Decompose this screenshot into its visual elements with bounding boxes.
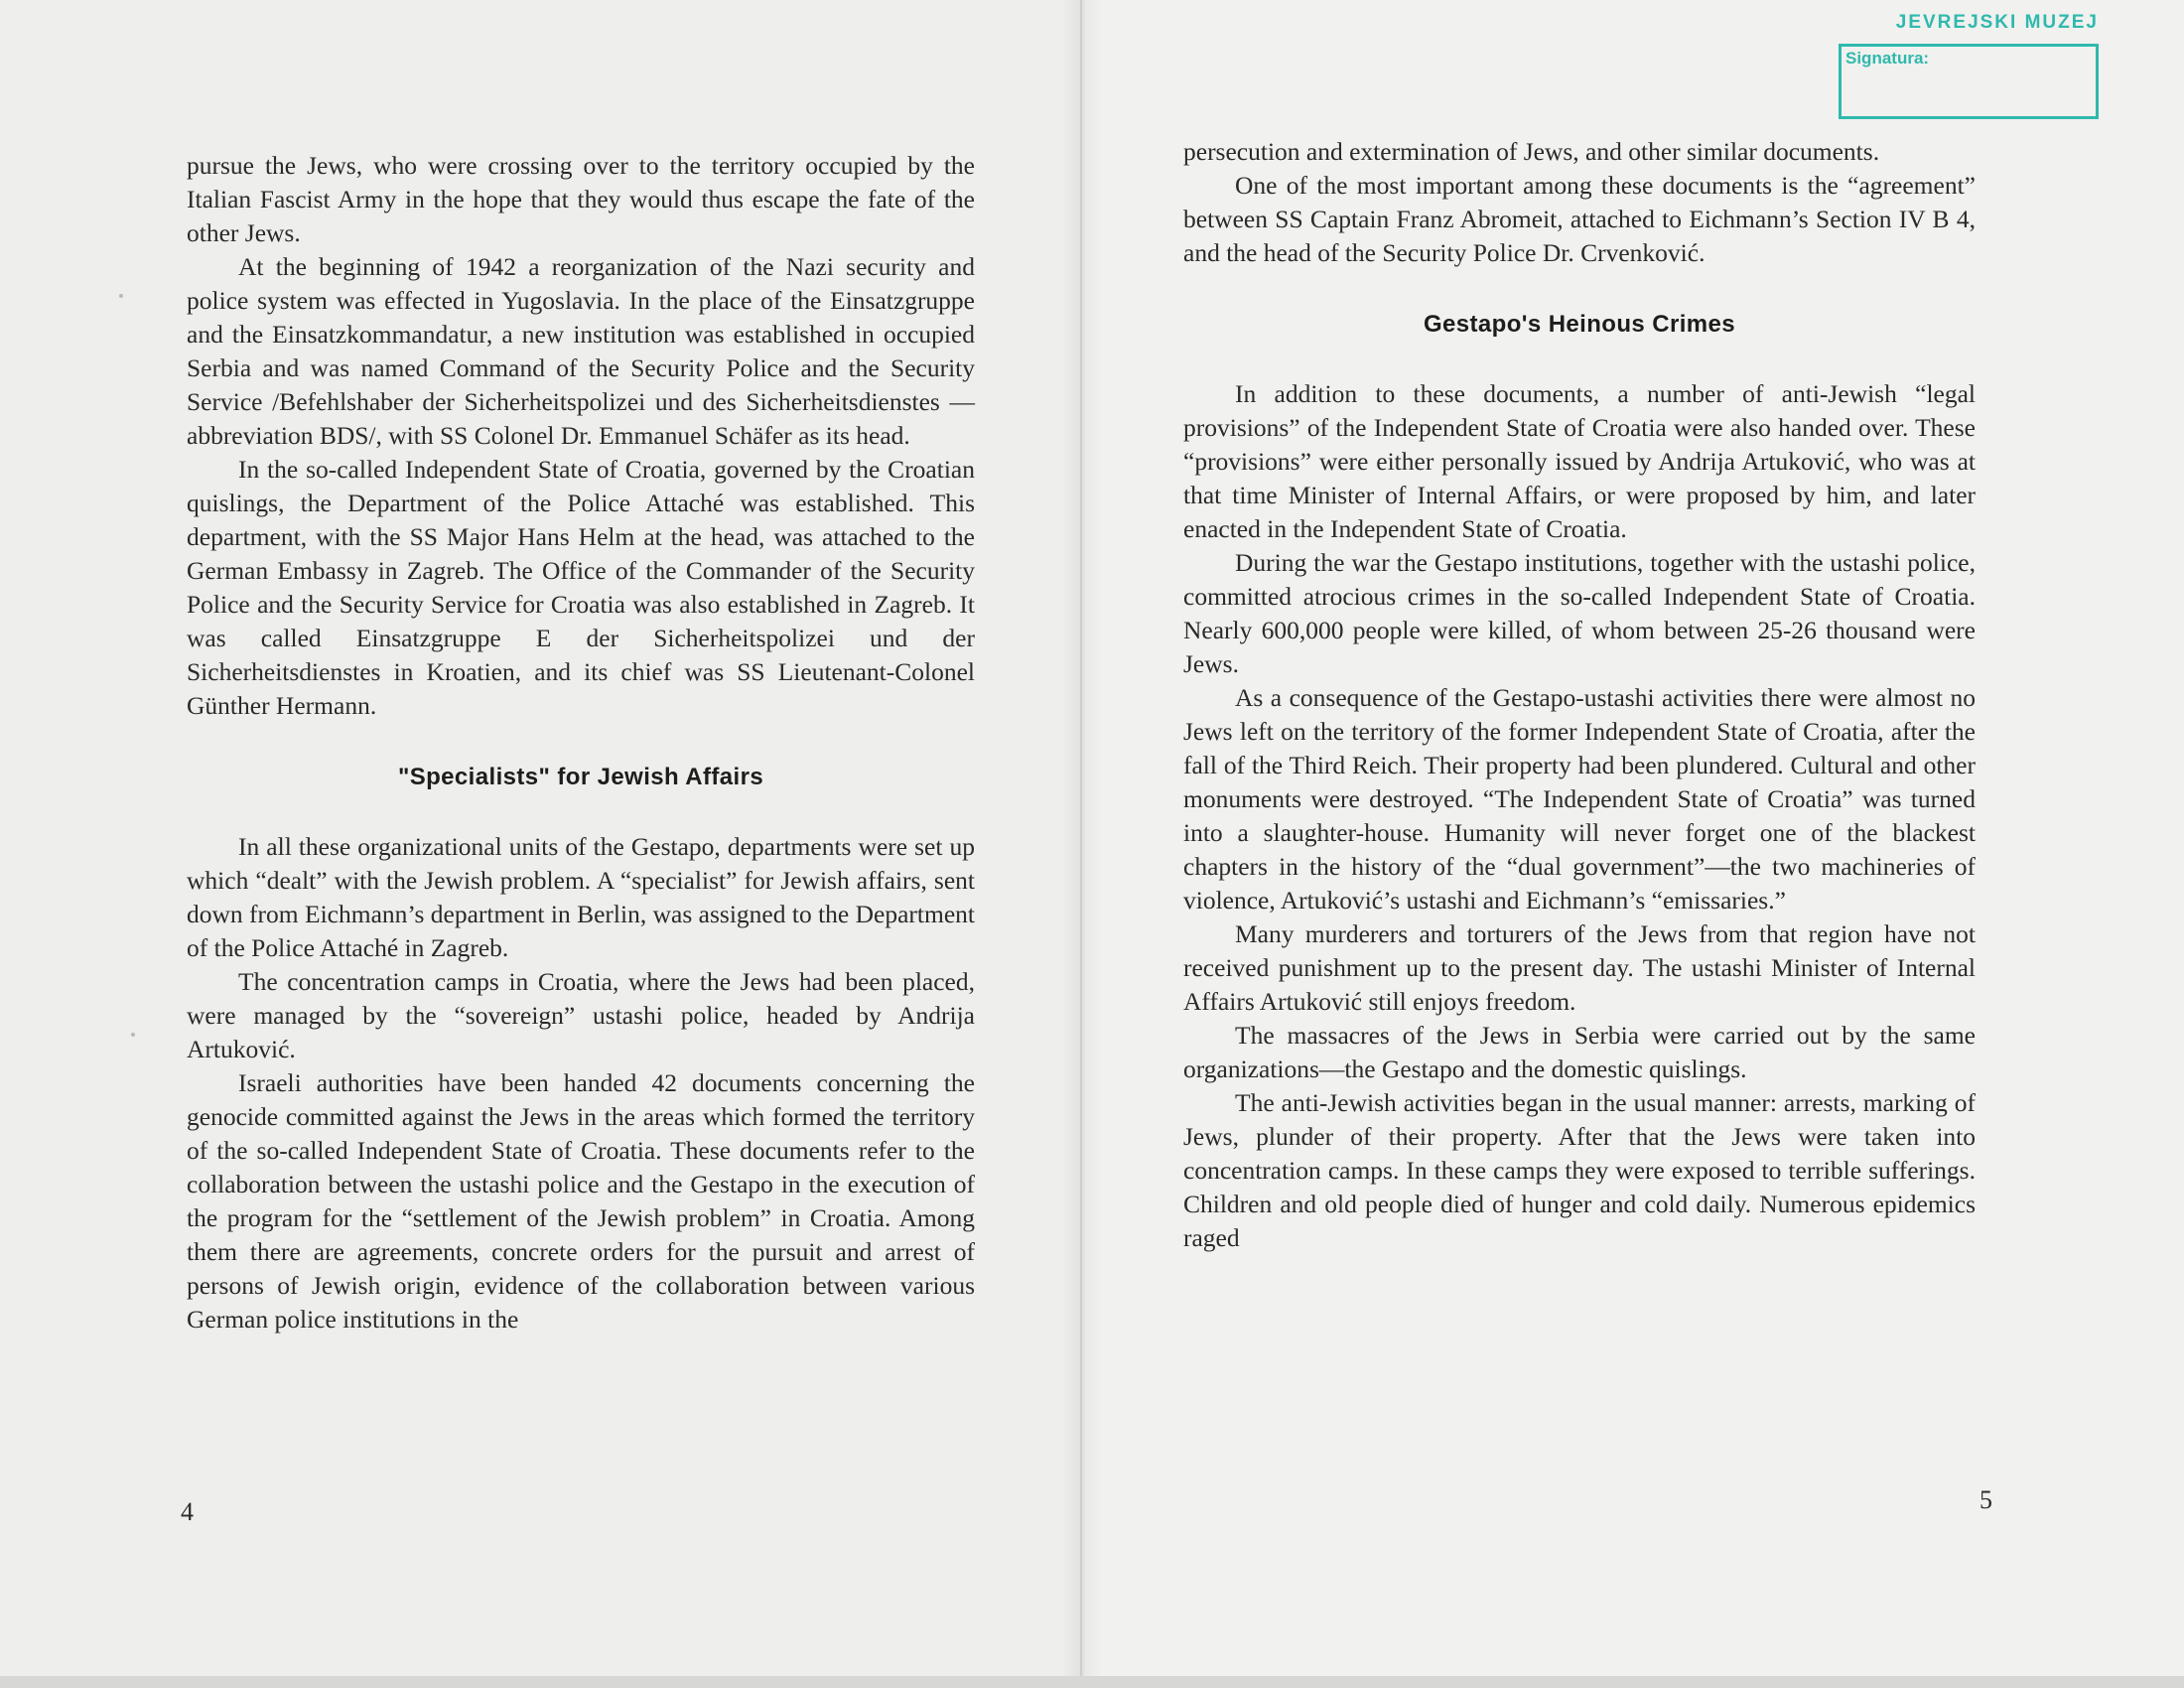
left-paragraph-2: At the beginning of 1942 a reorganization of the Nazi security and police system was effected in Yugoslavia. In the place of the Einsatzgruppe and the Einsatzkommandatur, a new institution was established in occupied Serbia and was named Command of the Security Police and the Security Service /Befehlshaber der Sicherheitspolizei und des Sicherheitsdienstes — abbreviation BDS/, with SS Colonel Dr. Emmanuel Schäfer as its head.	[187, 252, 975, 450]
museum-stamp	[1839, 8, 2105, 123]
left-text-column	[187, 149, 975, 1336]
section-heading-specialists: "Specialists" for Jewish Affairs	[397, 764, 764, 790]
right-paragraph-1: persecution and extermination of Jews, and other similar documents.	[1183, 137, 1880, 166]
section-heading-gestapo-crimes: Gestapo's Heinous Crimes	[1423, 311, 1736, 338]
right-page-number: 5	[1979, 1485, 1992, 1514]
right-paragraph-4: During the war the Gestapo institutions, together with the ustashi police, committed atrocious crimes in the so-called Independent State of Croatia. Nearly 600,000 people were killed, of whom between 25-26 thousand were Jews.	[1183, 548, 1976, 678]
left-paragraph-1: pursue the Jews, who were crossing over to the territory occupied by the Italian Fascist Army in the hope that they would thus escape the fate of the other Jews.	[187, 151, 975, 247]
paper-speck	[119, 294, 123, 298]
right-paragraph-7: The massacres of the Jews in Serbia were carried out by the same organizations—the Gestapo and the domestic quislings.	[1183, 1021, 1976, 1083]
right-text-column	[1183, 135, 1976, 1255]
right-paragraph-5: As a consequence of the Gestapo-ustashi activities there were almost no Jews left on the territory of the former Independent State of Croatia, after the fall of the Third Reich. Their property had been plundered. Cultural and other monuments were destroyed. “The Independent State of Croatia” was turned into a slaughter-house. Humanity will never forget one of the blackest chapters in the history of the “dual government”—the two machineries of violence, Artuković’s ustashi and Eichmann’s “emissaries.”	[1183, 683, 1976, 914]
left-paragraph-4: In all these organizational units of the Gestapo, departments were set up which “dealt” with the Jewish problem. A “specialist” for Jewish affairs, sent down from Eichmann’s department in Berlin, was assigned to the Department of the Police Attaché in Zagreb.	[187, 832, 975, 962]
stamp-title: JEVREJSKI MUZEJ	[1895, 12, 2099, 33]
right-paragraph-6: Many murderers and torturers of the Jews from that region have not received punishment up to the present day. The ustashi Minister of Internal Affairs Artuković still enjoys freedom.	[1183, 919, 1976, 1016]
book-gutter-shadow	[1062, 0, 1102, 1676]
stamp-signature-label: Signatura:	[1845, 49, 1930, 68]
left-paragraph-6: Israeli authorities have been handed 42 documents concerning the genocide committed against the Jews in the areas which formed the territory of the so-called Independent State of Croatia. These documents refer to the collaboration between the ustashi police and the Gestapo in the execution of the program for the “settlement of the Jewish problem” in Croatia. Among them there are agreements, concrete orders for the pursuit and arrest of persons of Jewish origin, evidence of the collaboration between various German police institutions in the	[187, 1068, 975, 1334]
right-paragraph-2: One of the most important among these documents is the “agreement” between SS Captain Franz Abromeit, attached to Eichmann’s Section IV B 4, and the head of the Security Police Dr. Crvenković.	[1183, 171, 1976, 267]
left-page-number: 4	[181, 1497, 194, 1526]
left-page	[0, 0, 1080, 1676]
paper-speck	[131, 1033, 135, 1037]
right-paragraph-8: The anti-Jewish activities began in the usual manner: arrests, marking of Jews, plunder of their property. After that the Jews were taken into concentration camps. In these camps they were exposed to terrible sufferings. Children and old people died of hunger and cold daily. Numerous epidemics raged	[1183, 1088, 1976, 1252]
stamp-signature-box	[1839, 44, 2099, 119]
left-paragraph-3: In the so-called Independent State of Croatia, governed by the Croatian quislings, the Department of the Police Attaché was established. This department, with the SS Major Hans Helm at the head, was attached to the German Embassy in Zagreb. The Office of the Commander of the Security Police and the Security Service for Croatia was also established in Zagreb. It was called Einsatzgruppe E der Sicherheitspolizei und der Sicherheitsdienstes in Kroatien, and its chief was SS Lieutenant-Colonel Günther Hermann.	[187, 455, 975, 720]
right-paragraph-3: In addition to these documents, a number of anti-Jewish “legal provisions” of the Independent State of Croatia were also handed over. These “provisions” were either personally issued by Andrija Artuković, who was at that time Minister of Internal Affairs, or were proposed by him, and later enacted in the Independent State of Croatia.	[1183, 379, 1976, 543]
right-page	[1080, 0, 2184, 1676]
left-paragraph-5: The concentration camps in Croatia, where the Jews had been placed, were managed by the “sovereign” ustashi police, headed by Andrija Artuković.	[187, 967, 975, 1063]
